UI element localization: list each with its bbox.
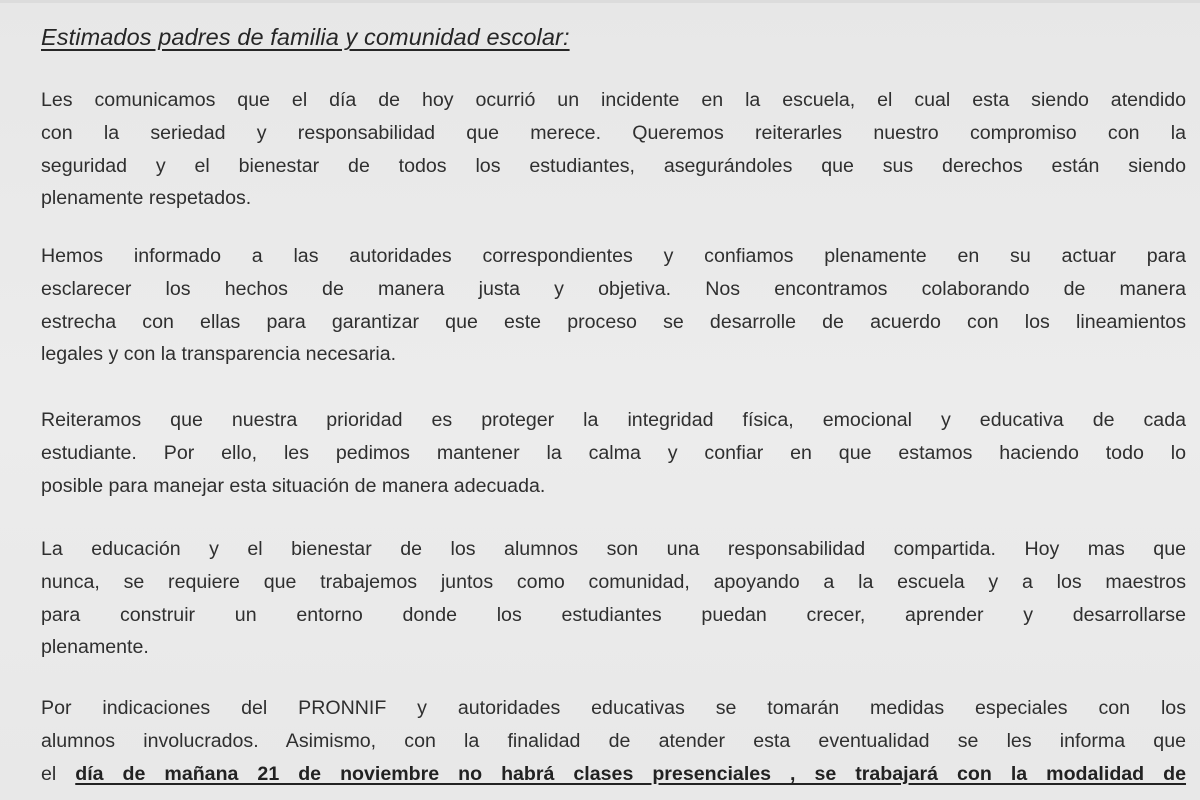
paragraph-line: con la seriedad y responsabilidad que merece. Queremos reiterarles nuestro compromiso con la (41, 121, 1186, 144)
paragraph-priority (41, 404, 1186, 502)
page-top-edge (0, 0, 1200, 3)
paragraph-line: para construir un entorno donde los estudiantes puedan crecer, aprender y desarrollarse (41, 603, 1186, 626)
paragraph-authorities (41, 240, 1186, 371)
paragraph-special-measures (41, 692, 1186, 790)
paragraph-line: Por indicaciones del PRONNIF y autoridades educativas se tomarán medidas especiales con los (41, 697, 1186, 719)
paragraph-line: alumnos involucrados. Asimismo, con la finalidad de atender esta eventualidad se les informa que (41, 729, 1186, 752)
paragraph-line: posible para manejar esta situación de manera adecuada. (41, 474, 546, 497)
paragraph-line: plenamente respetados. (41, 187, 252, 210)
paragraph-shared-responsibility (41, 533, 1186, 664)
line-prefix: el (41, 762, 76, 785)
paragraph-line: estrecha con ellas para garantizar que este proceso se desarrolle de acuerdo con los lineamientos (41, 310, 1186, 333)
paragraph-line: Les comunicamos que el día de hoy ocurrió un incidente en la escuela, el cual esta siendo atendido (41, 89, 1186, 111)
paragraph-line: legales y con la transparencia necesaria. (41, 343, 397, 366)
paragraph-line: seguridad y el bienestar de todos los estudiantes, asegurándoles que sus derechos están siendo (41, 154, 1186, 177)
paragraph-incident-notice (41, 84, 1186, 215)
paragraph-line: La educación y el bienestar de los alumnos son una responsabilidad compartida. Hoy mas que (41, 538, 1186, 560)
letter-salutation: Estimados padres de familia y comunidad escolar: (41, 24, 570, 50)
paragraph-line: estudiante. Por ello, les pedimos mantener la calma y confiar en que estamos haciendo todo lo (41, 441, 1186, 464)
paragraph-line: Reiteramos que nuestra prioridad es proteger la integridad física, emocional y educativa de cada (41, 409, 1186, 431)
no-classes-announcement: día de mañana 21 de noviembre no habrá clases presenciales , se trabajará con la modalidad de (75, 762, 1187, 785)
paragraph-line: Hemos informado a las autoridades correspondientes y confiamos plenamente en su actuar para (41, 245, 1186, 267)
paragraph-line: nunca, se requiere que trabajemos juntos como comunidad, apoyando a la escuela y a los maestros (41, 570, 1186, 593)
paragraph-line-emphasis-row (41, 758, 1186, 791)
paragraph-line: plenamente. (41, 636, 149, 659)
paragraph-line: esclarecer los hechos de manera justa y objetiva. Nos encontramos colaborando de manera (41, 277, 1186, 300)
